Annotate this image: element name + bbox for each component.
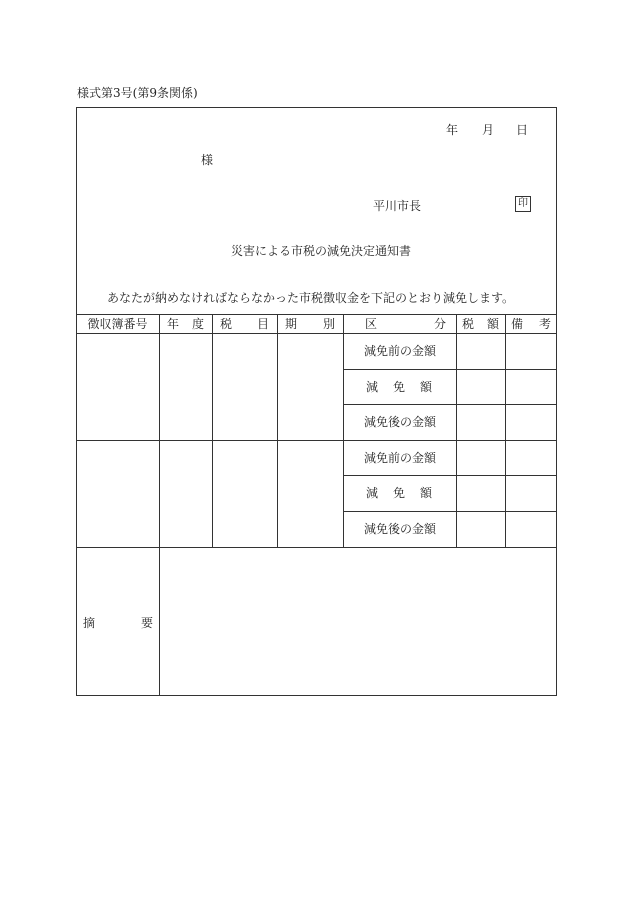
header-year-char: 度 [191, 317, 204, 331]
reduction-char: 減 [366, 380, 379, 394]
header-remarks-char: 備 [511, 317, 524, 331]
date-month: 月 [482, 123, 495, 137]
header-collection-no [76, 315, 159, 333]
document-title: 災害による市税の減免決定通知書 [231, 244, 412, 258]
summary-top-line [76, 547, 557, 548]
issuer: 平川市長 [373, 199, 422, 213]
addressee-suffix: 様 [201, 153, 214, 167]
category-before-amount: 減免前の金額 [364, 451, 437, 465]
col-line [212, 314, 213, 547]
reduction-char: 免 [392, 486, 405, 500]
header-tax-amount-char: 税 [462, 317, 475, 331]
col-line [456, 314, 457, 547]
reduction-char: 免 [392, 380, 405, 394]
form-label: 様式第3号(第9条関係) [77, 86, 198, 100]
category-after-amount: 減免後の金額 [364, 415, 437, 429]
header-tax-item-char: 税 [220, 317, 233, 331]
header-tax-item-char: 目 [256, 317, 269, 331]
col-line [277, 314, 278, 547]
header-tax-item [212, 315, 277, 333]
reduction-char: 額 [419, 486, 432, 500]
summary-label-char: 摘 [83, 616, 96, 630]
group-divider-line [76, 440, 557, 441]
header-bottom-line [76, 333, 557, 334]
category-reduction-amount [366, 476, 432, 511]
header-tax-amount [456, 315, 505, 333]
header-collection-no-label: 徴収簿番号 [87, 317, 148, 331]
header-category-char: 区 [365, 317, 378, 331]
reduction-char: 減 [366, 486, 379, 500]
header-tax-amount-char: 額 [486, 317, 499, 331]
date-year: 年 [446, 123, 459, 137]
header-category [343, 315, 456, 333]
category-reduction-amount [366, 370, 432, 405]
header-remarks-char: 考 [538, 317, 551, 331]
header-remarks [505, 315, 557, 333]
header-category-char: 分 [433, 317, 446, 331]
category-before-amount: 減免前の金額 [364, 344, 437, 358]
form-frame [76, 107, 557, 696]
date-day: 日 [516, 123, 529, 137]
body-text: あなたが納めなければならなかった市税徴収金を下記のとおり減免します。 [107, 291, 515, 305]
header-year [159, 315, 212, 333]
seal-stamp: 印 [515, 196, 531, 212]
header-period [277, 315, 343, 333]
summary-label-char: 要 [140, 616, 153, 630]
category-after-amount: 減免後の金額 [364, 522, 437, 536]
header-period-char: 期 [285, 317, 298, 331]
col-line [505, 314, 506, 547]
col-line [343, 314, 344, 547]
col-line [159, 314, 160, 696]
summary-label [83, 614, 153, 631]
header-period-char: 別 [322, 317, 335, 331]
reduction-char: 額 [419, 380, 432, 394]
header-year-char: 年 [167, 317, 180, 331]
